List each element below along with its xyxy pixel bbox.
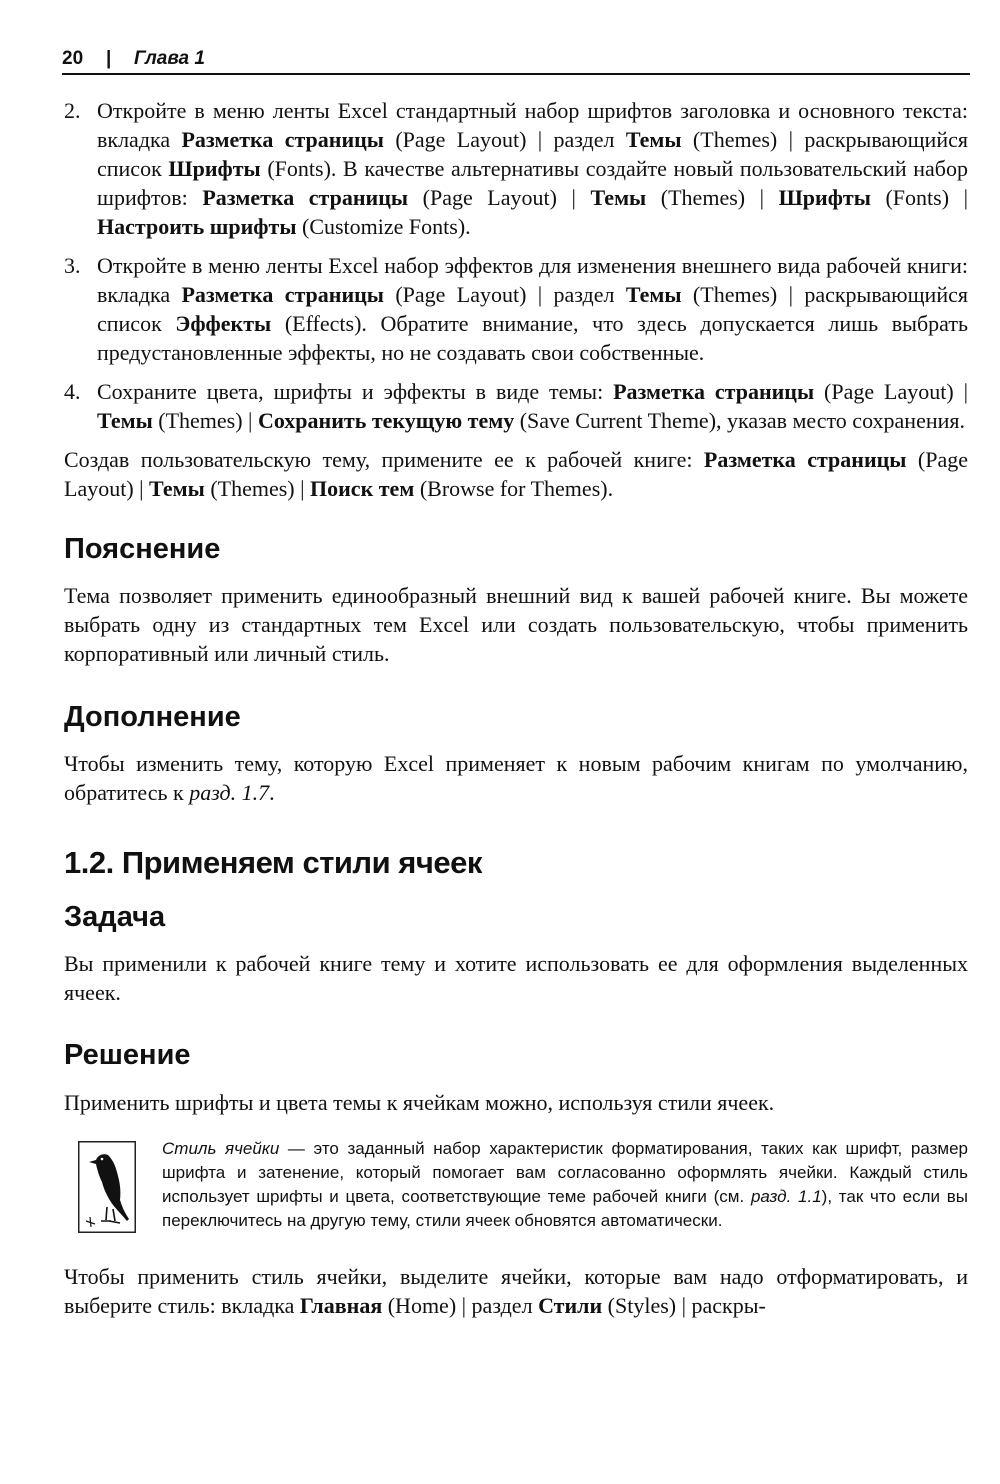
bold-term: Разметка страницы xyxy=(181,282,384,307)
explanation-heading: Пояснение xyxy=(64,533,221,565)
text-run: Сохраните цвета, шрифты и эффекты в виде темы: xyxy=(97,379,614,404)
step-number: 4. xyxy=(64,379,81,404)
step-text xyxy=(97,98,968,239)
text-run: ), так что если вы переключитесь на другую тему, стили ячеек обновятся автоматически. xyxy=(162,1187,968,1230)
step-number: 3. xyxy=(64,253,81,278)
text-run: (Page Layout) | раздел xyxy=(383,127,626,152)
task-paragraph: Вы применили к рабочей книге тему и хотите использовать ее для оформления выделенных ячеек. xyxy=(64,951,968,1005)
text-run: (Page Layout) | xyxy=(64,447,968,501)
text-run: . xyxy=(269,780,275,805)
text-run: (Effects). Обратите внимание, что здесь допускается лишь выбрать предустановленные эффекты, но не создавать свои собственные. xyxy=(97,311,968,365)
text-run: — это заданный набор характеристик форматирования, таких как шрифт, размер шрифта и затенение, который помогает вам согласованно оформлять ячейки. Каждый стиль использует шрифты и цвета, соответствующие теме рабочей книги (см. xyxy=(162,1139,968,1206)
text-run: (Themes) | xyxy=(204,476,311,501)
note-box xyxy=(64,1137,968,1233)
page-number: 20 xyxy=(62,48,84,69)
bold-term: Разметка страницы xyxy=(181,127,384,152)
text-run: Создав пользовательскую тему, примените ее к рабочей книге: xyxy=(64,447,704,472)
bold-term: Темы xyxy=(97,408,153,433)
bold-term: Главная xyxy=(299,1293,383,1318)
text-run: Откройте в меню ленты Excel набор эффектов для изменения внешнего вида рабочей книги: вкладка xyxy=(97,253,968,307)
section-title: 1.2. Применяем стили ячеек xyxy=(64,845,482,880)
text-run: (Themes) | xyxy=(152,408,258,433)
text-run: (Customize Fonts). xyxy=(296,214,471,239)
bold-term: Разметка страницы xyxy=(202,185,409,210)
text-run: (Themes) | xyxy=(646,185,779,210)
text-run: (Page Layout) | раздел xyxy=(383,282,626,307)
text-run: (Fonts). В качестве альтернативы создайте новый пользовательский набор шрифтов: xyxy=(97,156,969,210)
text-run: Чтобы применить стиль ячейки, выделите ячейки, которые вам надо отформатировать, и выберите стиль: вкладка xyxy=(64,1264,968,1318)
text-run: (Styles) | раскры- xyxy=(602,1293,766,1318)
running-header xyxy=(62,44,970,74)
italic-term: разд. 1.7 xyxy=(189,780,270,805)
bold-term: Эффекты xyxy=(175,311,272,336)
bold-term: Шрифты xyxy=(778,185,871,210)
page-body xyxy=(64,96,968,1320)
list-item xyxy=(64,251,968,367)
step-text xyxy=(97,253,968,365)
bold-term: Шрифты xyxy=(168,156,261,181)
text-run: Чтобы изменить тему, которую Excel применяет к новым рабочим книгам по умолчанию, обратитесь к xyxy=(64,751,968,805)
text-run: (Home) | раздел xyxy=(382,1293,539,1318)
list-item xyxy=(64,377,968,435)
list-item xyxy=(64,96,968,241)
bold-term: Темы xyxy=(625,127,682,152)
chapter-title: Глава 1 xyxy=(134,48,205,69)
text-run: (Page Layout) | xyxy=(408,185,591,210)
italic-term: Стиль ячейки xyxy=(162,1139,280,1158)
text-run: (Fonts) | xyxy=(870,185,968,210)
bold-term: Разметка страницы xyxy=(703,447,907,472)
final-paragraph xyxy=(64,1262,968,1320)
step-text xyxy=(97,379,968,433)
solution-paragraph: Применить шрифты и цвета темы к ячейкам можно, используя стили ячеек. xyxy=(64,1090,775,1115)
task-heading: Задача xyxy=(64,901,166,933)
note-text xyxy=(162,1137,968,1233)
bold-term: Стили xyxy=(538,1293,603,1318)
bold-term: Сохранить текущую тему xyxy=(257,408,515,433)
steps-list xyxy=(64,96,968,435)
after-steps-paragraph xyxy=(64,445,968,503)
bold-term: Темы xyxy=(625,282,682,307)
bold-term: Разметка страницы xyxy=(613,379,815,404)
bold-term: Темы xyxy=(590,185,647,210)
solution-heading: Решение xyxy=(64,1039,191,1071)
explanation-paragraph: Тема позволяет применить единообразный внешний вид к вашей рабочей книге. Вы можете выбрать одну из стандартных тем Excel или создать пользовательскую, чтобы применить корпоративный или личный стиль. xyxy=(64,583,968,666)
addition-heading: Дополнение xyxy=(64,701,241,733)
addition-paragraph xyxy=(64,749,968,807)
italic-term: разд. 1.1 xyxy=(750,1187,822,1206)
step-number: 2. xyxy=(64,98,81,123)
bold-term: Поиск тем xyxy=(310,476,415,501)
header-separator: | xyxy=(106,48,112,69)
header-rule xyxy=(62,73,970,75)
text-run: (Browse for Themes). xyxy=(414,476,614,501)
text-run: Откройте в меню ленты Excel стандартный набор шрифтов заголовка и основного текста: вкладка xyxy=(97,98,968,152)
bold-term: Темы xyxy=(149,476,205,501)
text-run: (Page Layout) | xyxy=(814,379,969,404)
text-run: (Themes) | раскрывающийся список xyxy=(97,127,968,181)
crow-icon xyxy=(78,1141,136,1233)
text-run: (Themes) | раскрывающийся список xyxy=(97,282,968,336)
bold-term: Настроить шрифты xyxy=(97,214,297,239)
text-run: (Save Current Theme), указав место сохранения. xyxy=(514,408,965,433)
